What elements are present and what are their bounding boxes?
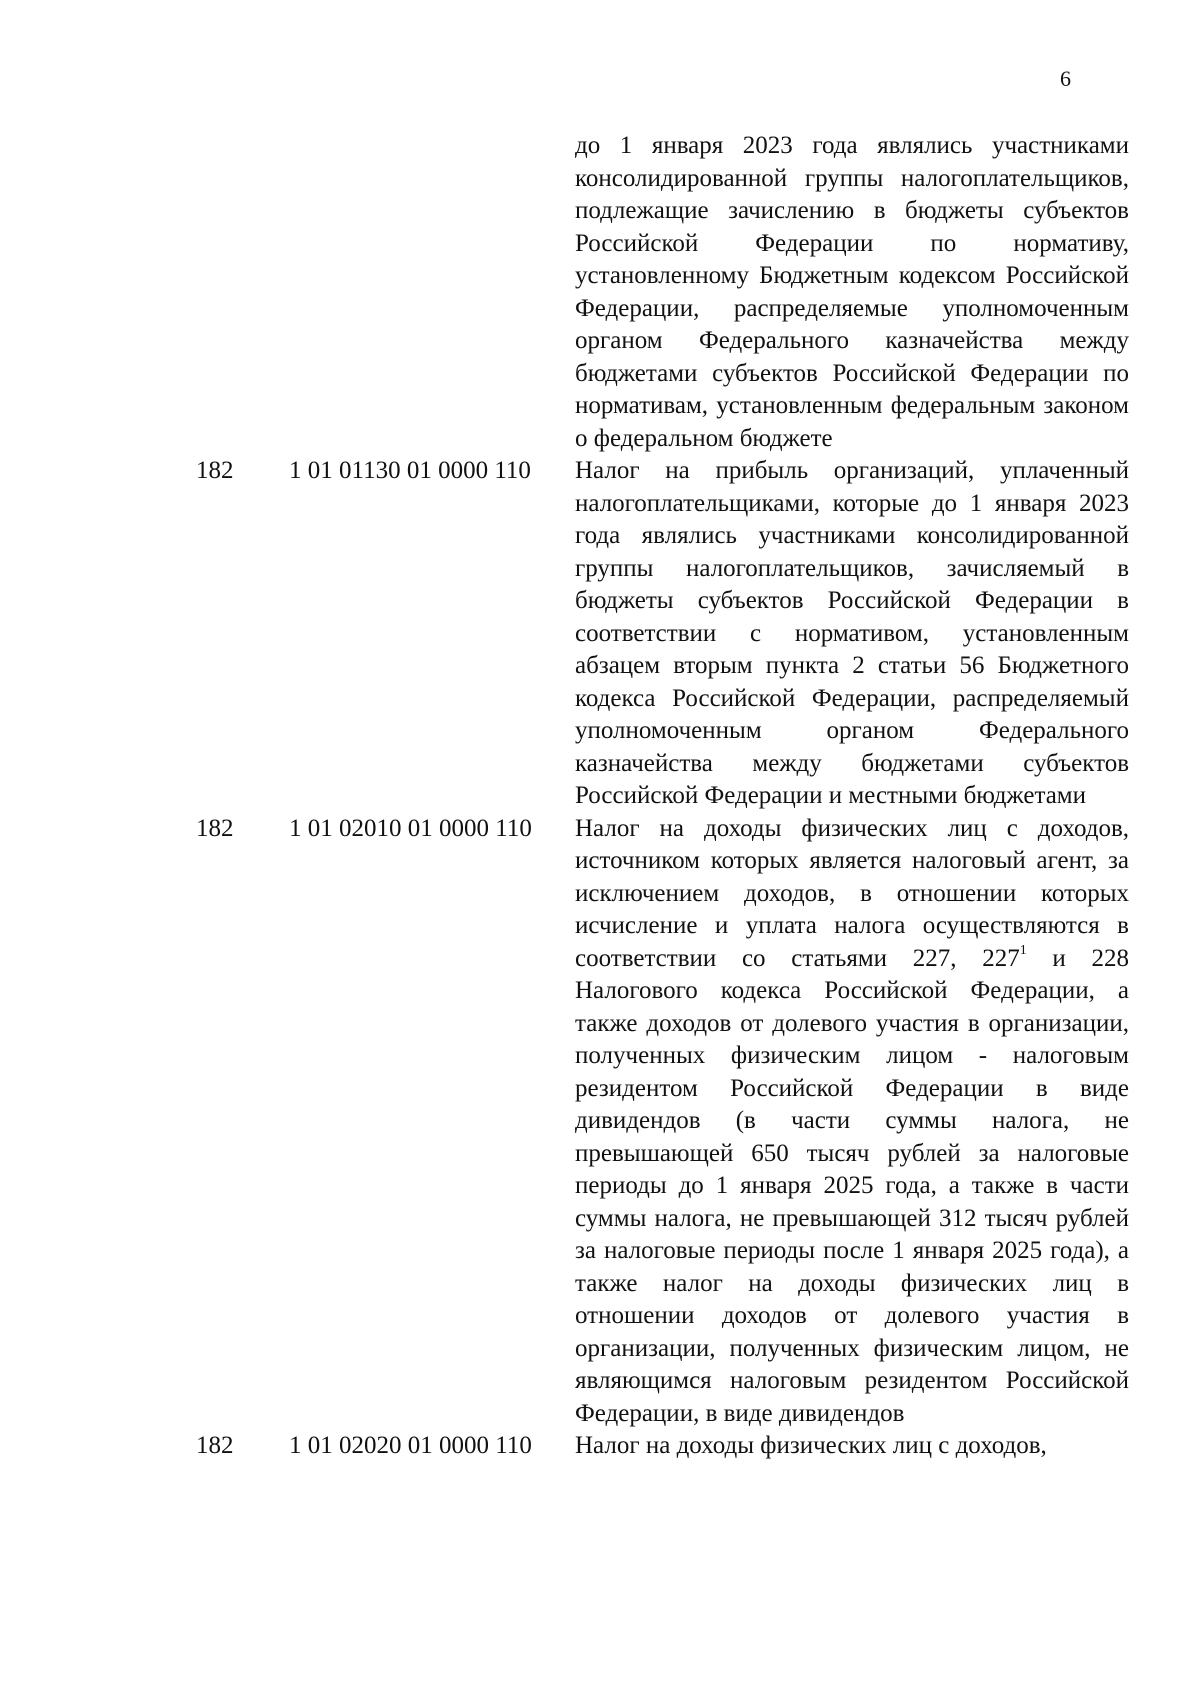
table-row [0,1430,1200,1463]
table-row [0,130,1200,455]
description-text: Налог на доходы физических лиц с доходов, источником которых является налоговый агент, за исключением доходов, в отношении которых исчисление и уплата налога осуществляются в соответствии со статьями 227, 227 [575,814,1129,972]
description-text-continued: и 228 Налогового кодекса Российской Федерации, а также доходов от долевого участия в организации, полученных физическим лицом - налоговым резидентом Российской Федерации в виде дивидендов (в части суммы налога, не превышающей 650 тысяч рублей за налоговые периоды до 1 января 2025 года, а также в части суммы налога, не превышающей 312 тысяч рублей за налоговые периоды после 1 января 2025 года), а также налог на доходы физических лиц в отношении доходов от долевого участия в организации, полученных физическим лицом, не являющимся налоговым резидентом Российской Федерации, в виде дивидендов [575,944,1129,1427]
kbk-code: 1 01 02010 01 0000 110 [289,814,532,842]
table-row [0,813,1200,1431]
row-description: до 1 января 2023 года являлись участниками консолидированной группы налогоплательщиков, подлежащие зачислению в бюджеты субъектов Российской Федерации по нормативу, установленному Бюджетным кодексом Российской Федерации, распределяемые уполномоченным органом Федерального казначейства между бюджетами субъектов Российской Федерации по нормативам, установленным федеральным законом о федеральном бюджете [575,132,1129,452]
row-description: Налог на прибыль организаций, уплаченный налогоплательщиками, которые до 1 января 2023 года являлись участниками консолидированной группы налогоплательщиков, зачисляемый в бюджеты субъектов Российской Федерации в соответствии с нормативом, установленным абзацем вторым пункта 2 статьи 56 Бюджетного кодекса Российской Федерации, распределяемый уполномоченным органом Федерального казначейства между бюджетами субъектов Российской Федерации и местными бюджетами [575,457,1129,809]
revenue-code-table [0,130,1200,1463]
table-row [0,455,1200,813]
page-number: 6 [1060,66,1071,91]
kbk-code: 1 01 02020 01 0000 110 [289,1432,532,1459]
admin-code: 182 [196,1432,234,1459]
admin-code: 182 [196,457,234,484]
article-superscript: 1 [1019,943,1027,959]
row-description [575,813,1129,1431]
row-description: Налог на доходы физических лиц с доходов, [575,1432,1047,1459]
kbk-code: 1 01 01130 01 0000 110 [289,457,531,484]
admin-code: 182 [196,814,234,842]
